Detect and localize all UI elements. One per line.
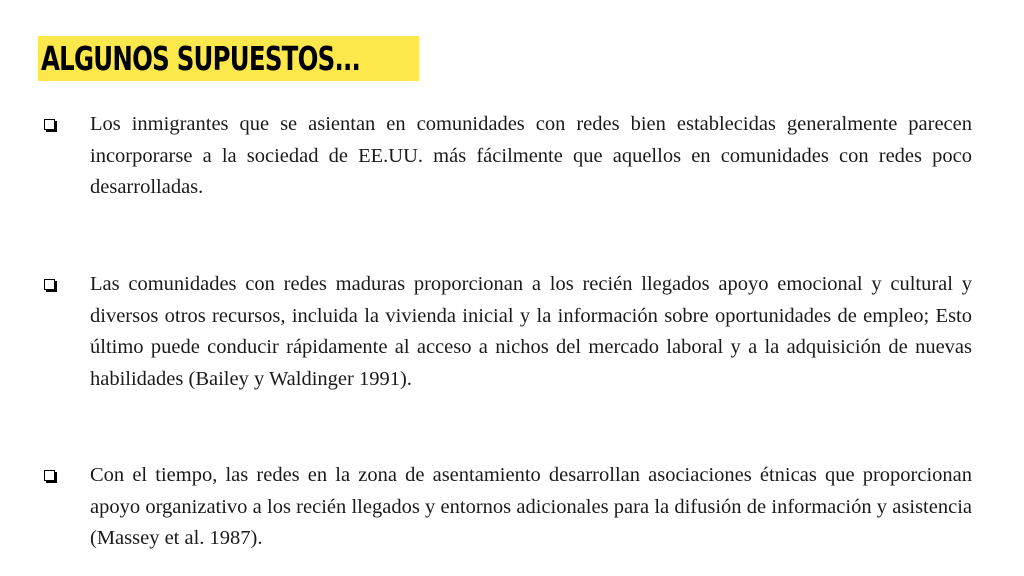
checkbox-bullet-icon [44, 269, 90, 395]
bullet-text: Con el tiempo, las redes en la zona de asentamiento desarrollan asociaciones étnicas que proporcionan apoyo organizativo a los recién llegados y entornos adicionales para la difusión de información y asistencia (Massey et al. 1987). [90, 464, 972, 549]
checkbox-bullet-icon [44, 460, 90, 555]
bullet-item [44, 460, 972, 555]
bullet-item [44, 109, 972, 204]
checkbox-bullet-icon [44, 109, 90, 204]
bullet-text: Las comunidades con redes maduras proporcionan a los recién llegados apoyo emocional y cultural y diversos otros recursos, incluida la vivienda inicial y la información sobre oportunidades de empleo; Esto último puede conducir rápidamente al acceso a nichos del mercado laboral y a la adquisición de nuevas habilidades (Bailey y Waldinger 1991). [90, 273, 972, 390]
bullet-item [44, 269, 972, 395]
slide-title: ALGUNOS SUPUESTOS... [41, 39, 361, 78]
title-highlight [38, 36, 419, 81]
bullet-text: Los inmigrantes que se asientan en comunidades con redes bien establecidas generalmente parecen incorporarse a la sociedad de EE.UU. más fácilmente que aquellos en comunidades con redes poco desarrolladas. [90, 113, 972, 198]
